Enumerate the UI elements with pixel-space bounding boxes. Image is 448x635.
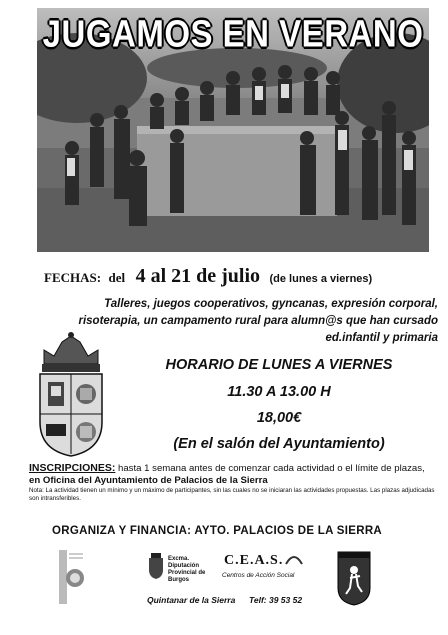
activities-text: Talleres, juegos cooperativos, gyncanas, expresión corporal, risoterapia, un campamento rural para alumn@s que han cursado ed.infantil y primaria <box>78 298 438 344</box>
coat-of-arms-icon <box>34 332 108 460</box>
schedule-heading: HORARIO DE LUNES A VIERNES <box>165 357 393 373</box>
ceas-logo-icon <box>284 552 304 566</box>
ceas-phone: Telf: 39 53 52 <box>249 595 303 605</box>
organizer-line: ORGANIZA Y FINANCIA: AYTO. PALACIOS DE LA SIERRA <box>52 525 383 537</box>
days-note: (de lunes a viernes) <box>269 273 373 285</box>
poster-title: JUGAMOS EN VERANO <box>42 12 424 55</box>
schedule-time: 11.30 A 13.00 H <box>227 384 331 400</box>
dates-line <box>44 265 444 288</box>
inscripciones-label: INSCRIPCIONES: <box>29 462 116 474</box>
diputacion-name: Excma. Diputación Provincial de Burgos <box>168 556 206 583</box>
ceas-place: Quintanar de la Sierra <box>147 595 236 605</box>
sports-club-logo-icon <box>336 548 372 606</box>
inscripciones-place: en Oficina del Ayuntamiento de Palacios de la Sierra <box>29 475 268 486</box>
price: 18,00€ <box>256 410 302 426</box>
dates-range: 4 al 21 de julio <box>135 265 261 287</box>
ceas-subtitle: Centros de Acción Social <box>222 572 295 579</box>
fechas-del: del <box>108 270 126 285</box>
inscripciones-block <box>29 462 437 487</box>
fechas-label: FECHAS: <box>44 270 102 285</box>
ceas-title: C.E.A.S. <box>224 553 284 568</box>
participants-note: Nota: La actividad tienen un mínimo y un máximo de participantes, sin las cuales no se iniciaran las actividades propuestas. Las plazas adjudicadas son intransferibles. <box>29 487 435 502</box>
location: (En el salón del Ayuntamiento) <box>173 436 385 452</box>
diputacion-crest-icon <box>146 552 166 580</box>
institutional-logo-icon <box>55 548 85 606</box>
inscripciones-text: hasta 1 semana antes de comenzar cada actividad o el límite de plazas, <box>118 463 425 474</box>
